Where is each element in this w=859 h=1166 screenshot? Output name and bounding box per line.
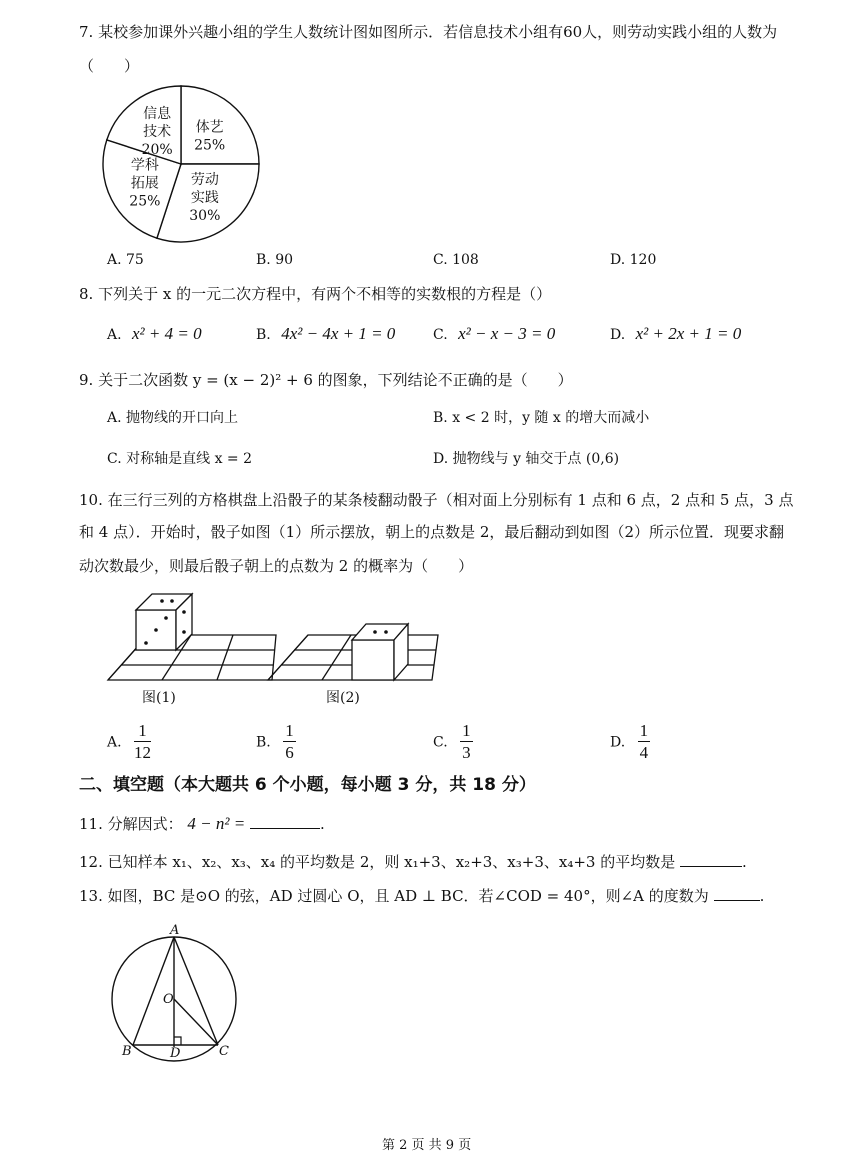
- q10-option-c-num: 1: [462, 721, 471, 740]
- q12-suffix: .: [742, 853, 747, 871]
- q8-option-d: [610, 324, 741, 345]
- q8-option-a-letter: A.: [107, 327, 122, 343]
- q11: [79, 814, 325, 834]
- q10-stem-line2: 和 4 点）．开始时，骰子如图（1）所示摆放，朝上的点数是 2，最后翻动到如图（2）所示位置．现要求翻: [79, 523, 784, 541]
- q7-option-c: C. 108: [433, 252, 479, 268]
- q10-figure-1: [100, 588, 280, 684]
- q13: [79, 886, 764, 906]
- q7-stem: 7. 某校参加课外兴趣小组的学生人数统计图如图所示．若信息技术小组有60人，则劳动实践小组的人数为: [79, 23, 778, 41]
- q9-option-a: A. 抛物线的开口向上: [107, 410, 239, 426]
- q8-option-b-letter: B.: [256, 327, 271, 343]
- q8-stem: 8. 下列关于 x 的一元二次方程中，有两个不相等的实数根的方程是（）: [79, 285, 552, 303]
- q9-option-b: B. x < 2 时，y 随 x 的增大而减小: [433, 410, 650, 426]
- pie-slice-name-label: 实践: [190, 189, 219, 206]
- pie-slice-percent-label: 20%: [141, 142, 173, 159]
- q8-option-d-letter: D.: [610, 327, 626, 343]
- q10-option-c-letter: C.: [433, 734, 448, 751]
- q10-option-a-den: 12: [134, 743, 152, 762]
- q9-option-d: D. 抛物线与 y 轴交于点 (0,6): [433, 451, 620, 467]
- q10-option-d: [610, 721, 650, 764]
- q7-option-a: A. 75: [107, 252, 144, 268]
- pie-slice-percent-label: 25%: [129, 193, 161, 210]
- q10-stem-line1: 10. 在三行三列的方格棋盘上沿骰子的某条棱翻动骰子（相对面上分别标有 1 点和 6 点，2 点和 5 点，3 点: [79, 491, 794, 509]
- q13-answer-blank[interactable]: [714, 886, 760, 901]
- q10-option-a-fraction: [134, 721, 151, 764]
- q7-pie-chart: [96, 80, 266, 250]
- q10-option-b-fraction: [283, 721, 296, 764]
- pie-slice-name-label: 拓展: [130, 175, 159, 192]
- q8-option-d-expr: x² + 2x + 1 = 0: [635, 324, 742, 343]
- q10-option-c: [433, 721, 473, 764]
- q9-option-c: C. 对称轴是直线 x = 2: [107, 451, 252, 467]
- q10-option-a-letter: A.: [107, 734, 122, 751]
- q10-option-d-den: 4: [639, 743, 649, 762]
- q10-figure-2-caption: 图(2): [326, 690, 360, 706]
- q10-option-a-num: 1: [134, 721, 151, 742]
- q10-option-c-fraction: [460, 721, 473, 764]
- q12-answer-blank[interactable]: [680, 852, 742, 867]
- q10-option-a: [107, 721, 151, 764]
- q10-option-c-den: 3: [462, 743, 471, 762]
- pie-slice-name-label: 信息: [143, 106, 172, 123]
- q10-figure-2: [262, 618, 442, 684]
- q11-prefix: 11. 分解因式：: [79, 815, 183, 833]
- segment-ac: [174, 937, 218, 1045]
- page-footer: 第 2 页 共 9 页: [382, 1138, 472, 1153]
- q10-figure-1-caption: 图(1): [142, 690, 176, 706]
- q10-option-b-letter: B.: [256, 734, 271, 751]
- pie-slice-name-label: 学科: [130, 157, 159, 174]
- q9-stem: 9. 关于二次函数 y = (x − 2)² + 6 的图象，下列结论不正确的是（ ）: [79, 371, 573, 389]
- point-d-label: D: [170, 1046, 181, 1061]
- q10-stem-line3: 动次数最少，则最后骰子朝上的点数为 2 的概率为（ ）: [79, 557, 474, 575]
- point-b-label: B: [122, 1044, 132, 1059]
- q10-option-d-fraction: [638, 721, 651, 764]
- pie-slice-name-label: 劳动: [190, 171, 219, 188]
- point-c-label: C: [219, 1044, 229, 1059]
- point-o-label: O: [163, 992, 174, 1007]
- q8-option-a: [107, 324, 202, 345]
- pie-slice-percent-label: 30%: [189, 207, 221, 224]
- q7-option-b: B. 90: [256, 252, 294, 268]
- q8-option-c: [433, 324, 555, 345]
- segment-ab: [133, 937, 174, 1045]
- q13-suffix: .: [759, 887, 765, 905]
- q10-option-b: [256, 721, 296, 764]
- pie-slice-name-label: 体艺: [195, 119, 224, 136]
- q8-option-c-expr: x² − x − 3 = 0: [458, 324, 556, 343]
- pie-slice-percent-label: 25%: [194, 137, 226, 154]
- q7-answer-paren: （ ）: [79, 57, 140, 75]
- q10-option-d-num: 1: [639, 721, 649, 740]
- right-angle-mark: [174, 1037, 181, 1045]
- q8-option-a-expr: x² + 4 = 0: [132, 324, 202, 343]
- q12: [79, 852, 747, 872]
- section-2-heading: 二、填空题（本大题共 6 个小题，每小题 3 分，共 18 分）: [79, 775, 536, 795]
- q11-expr: 4 − n² =: [187, 814, 246, 833]
- q11-answer-blank[interactable]: [250, 814, 320, 829]
- q10-option-b-num: 1: [285, 721, 294, 740]
- pie-slice-name-label: 技术: [143, 124, 172, 141]
- q10-option-d-letter: D.: [610, 734, 626, 751]
- q13-circle-figure: [104, 920, 244, 1066]
- q12-stem: 12. 已知样本 x₁、x₂、x₃、x₄ 的平均数是 2，则 x₁+3、x₂+3、x₃+3、x₄+3 的平均数是: [79, 853, 676, 871]
- point-a-label: A: [170, 923, 180, 938]
- q8-option-c-letter: C.: [433, 327, 448, 343]
- q13-stem: 13. 如图，BC 是⊙O 的弦，AD 过圆心 O，且 AD ⊥ BC．若∠COD = 40°，则∠A 的度数为: [79, 887, 709, 905]
- q8-option-b-expr: 4x² − 4x + 1 = 0: [281, 324, 396, 343]
- q8-option-b: [256, 324, 395, 345]
- q10-option-b-den: 6: [285, 743, 294, 762]
- q7-option-d: D. 120: [610, 252, 657, 268]
- q11-suffix: .: [319, 815, 325, 833]
